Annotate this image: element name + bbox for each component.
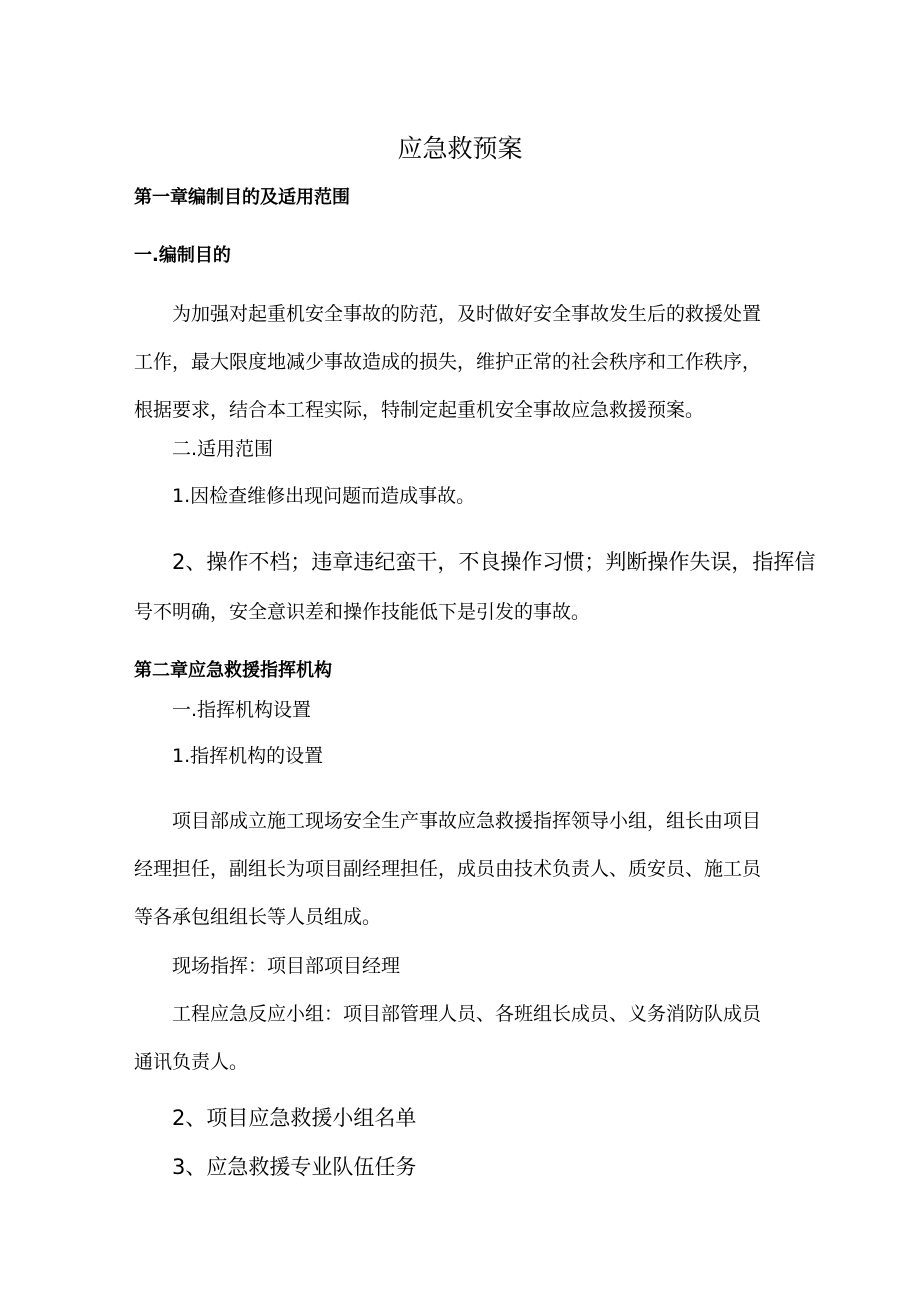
org-item-2: 2、项目应急救援小组名单 [172,1106,417,1130]
purpose-line-2: 工作，最大限度地减少事故造成的损失，维护正常的社会秩序和工作秩序， [134,351,762,373]
purpose-line-3: 根据要求，结合本工程实际，特制定起重机安全事故应急救援预案。 [134,399,705,421]
purpose-line-1: 为加强对起重机安全事故的防范，及时做好安全事故发生后的救援处置 [172,303,762,325]
scope-item-1: 1.因检查维修出现问题而造成事故。 [172,485,476,507]
scope-item-2-line-1: 2、操作不档；违章违纪蛮干，不良操作习惯；判断操作失误，指挥信 [172,550,816,574]
scope-item-2-line-2: 号不明确，安全意识差和操作技能低下是引发的事故。 [134,601,591,623]
org-desc-line-3: 等各承包组组长等人员组成。 [134,906,382,928]
section-purpose-heading: 一.编制目的 [134,245,231,266]
org-desc-line-1: 项目部成立施工现场安全生产事故应急救援指挥领导小组，组长由项目 [172,810,762,832]
org-desc-line-2: 经理担任，副组长为项目副经理担任，成员由技术负责人、质安员、施工员 [134,858,762,880]
org-item-1: 1.指挥机构的设置 [172,745,324,767]
response-group-line-2: 通讯负责人。 [134,1051,249,1073]
section-scope-heading: 二.适用范围 [172,438,274,460]
response-group-line-1: 工程应急反应小组：项目部管理人员、各班组长成员、义务消防队成员 [172,1003,762,1025]
site-command: 现场指挥：项目部项目经理 [172,955,401,977]
chapter-2-heading: 第二章应急救援指挥机构 [134,660,332,681]
org-item-3: 3、应急救援专业队伍任务 [172,1155,417,1179]
org-section-heading: 一.指挥机构设置 [172,699,312,721]
document-title: 应急救预案 [397,134,523,163]
chapter-1-heading: 第一章编制目的及适用范围 [134,187,350,208]
